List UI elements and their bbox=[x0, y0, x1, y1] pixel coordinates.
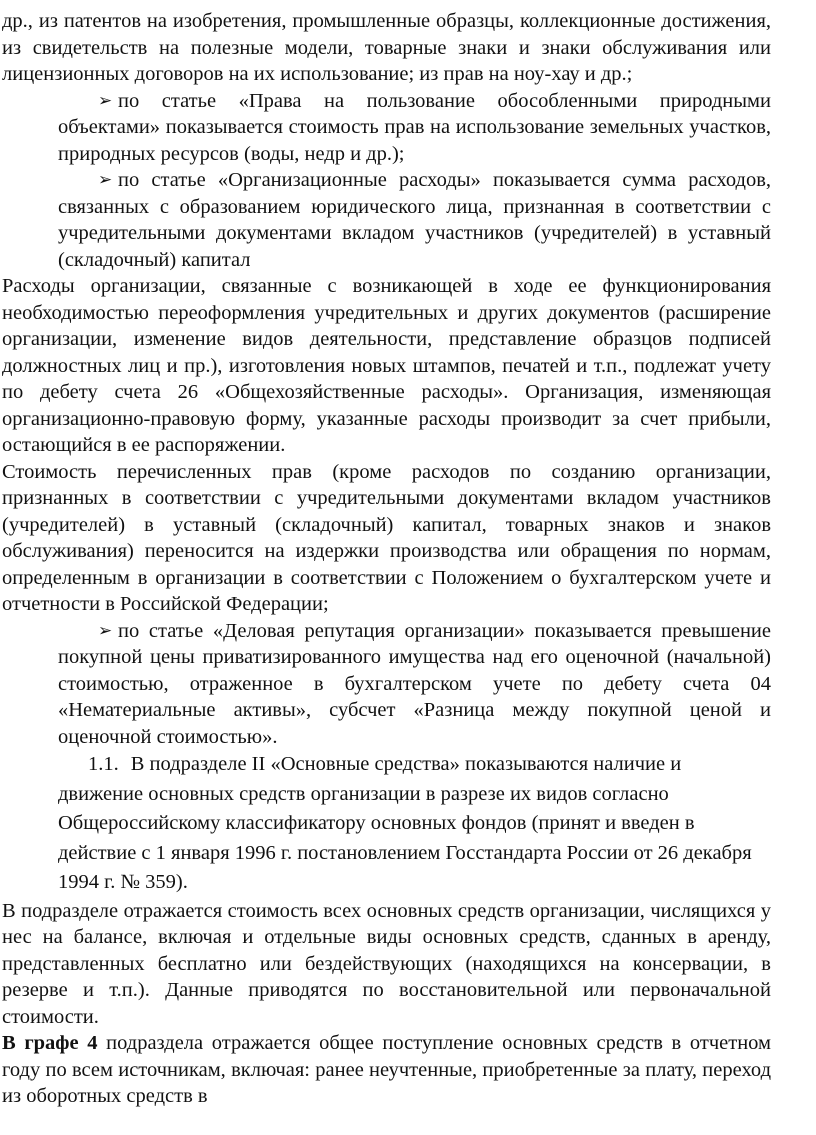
item-text: В подразделе II «Основные средства» показываются наличие и движение основных средств организации в разрезе их видов согласно Общероссийскому классификатору основных фондов (принят и введен в действие с 1 января 1996 г. постановлением Госстандарта России от 26 декабря 1994 г. № 359). bbox=[58, 753, 752, 893]
bullet-text: по статье «Организационные расходы» показывается сумма расходов, связанных с образованием юридического лица, признанная в соответствии с учредительными документами вкладом участников (учредителей) в уставный (складочный) капитал bbox=[58, 169, 771, 271]
bullet-text: по статье «Права на пользование обособленными природными объектами» показывается стоимость прав на использование земельных участков, природных ресурсов (воды, недр и др.); bbox=[58, 89, 771, 165]
arrowhead-bullet-icon: ➢ bbox=[98, 170, 113, 190]
paragraph-text: подраздела отражается общее поступление основных средств в отчетном году по всем источникам, включая: ранее неучтенные, приобретенные за плату, переход из оборотных средств в bbox=[2, 1032, 771, 1107]
bold-lead-text: В графе 4 bbox=[2, 1032, 98, 1054]
paragraph-subsection: В подразделе отражается стоимость всех основных средств организации, числящихся у нес на балансе, включая и отдельные виды основных средств, сданных в аренду, представленных бесплатно или бездействующих (находящихся на консервации, в резерве и т.п.). Данные приводятся по восстановительной или первоначальной стоимости. bbox=[2, 899, 771, 1028]
paragraph-intro: др., из патентов на изобретения, промышленные образцы, коллекционные достижения, из свидетельств на полезные модели, товарные знаки и знаки обслуживания или лицензионных договоров на их использование; из прав на ноу-хау и др.; bbox=[2, 10, 771, 85]
bullet-item-organizational-expenses bbox=[58, 167, 771, 273]
bullet-item-natural-objects bbox=[58, 88, 771, 168]
bullet-text: по статье «Деловая репутация организации» показывается превышение покупной цены приватизированного имущества над его оценочной (начальной) стоимостью, отраженное в бухгалтерском учете по дебету счета 04 «Нематериальные активы», субсчет «Разница между покупной ценой и оценочной стоимостью». bbox=[58, 619, 771, 748]
paragraph-column-4 bbox=[0, 1030, 771, 1110]
paragraph-rights-cost: Стоимость перечисленных прав (кроме расходов по созданию организации, признанных в соответствии с учредительными документами вкладом участников (учредителей) в уставный (складочный) капитал, товарных знаков и знаков обслуживания) переносится на издержки производства или обращения по нормам, определенным в организации в соответствии с Положением о бухгалтерском учете и отчетности в Российской Федерации; bbox=[2, 460, 771, 615]
arrowhead-bullet-icon: ➢ bbox=[98, 620, 113, 641]
arrowhead-bullet-icon: ➢ bbox=[98, 90, 113, 111]
bullet-item-goodwill bbox=[58, 618, 771, 751]
paragraph-expenses: Расходы организации, связанные с возникающей в ходе ее функционирования необходимостью переоформления учредительных и других документов (расширение организации, изменение видов деятельности, представление образцов подписей должностных лиц и пр.), изготовления новых штампов, печатей и т.п., подлежат учету по дебету счета 26 «Общехозяйственные расходы». Организация, изменяющая организационно-правовую форму, указанные расходы производит за счет прибыли, остающийся в ее распоряжении. bbox=[2, 275, 771, 456]
numbered-item-fixed-assets bbox=[58, 750, 771, 898]
item-number: 1.1. bbox=[88, 753, 119, 775]
